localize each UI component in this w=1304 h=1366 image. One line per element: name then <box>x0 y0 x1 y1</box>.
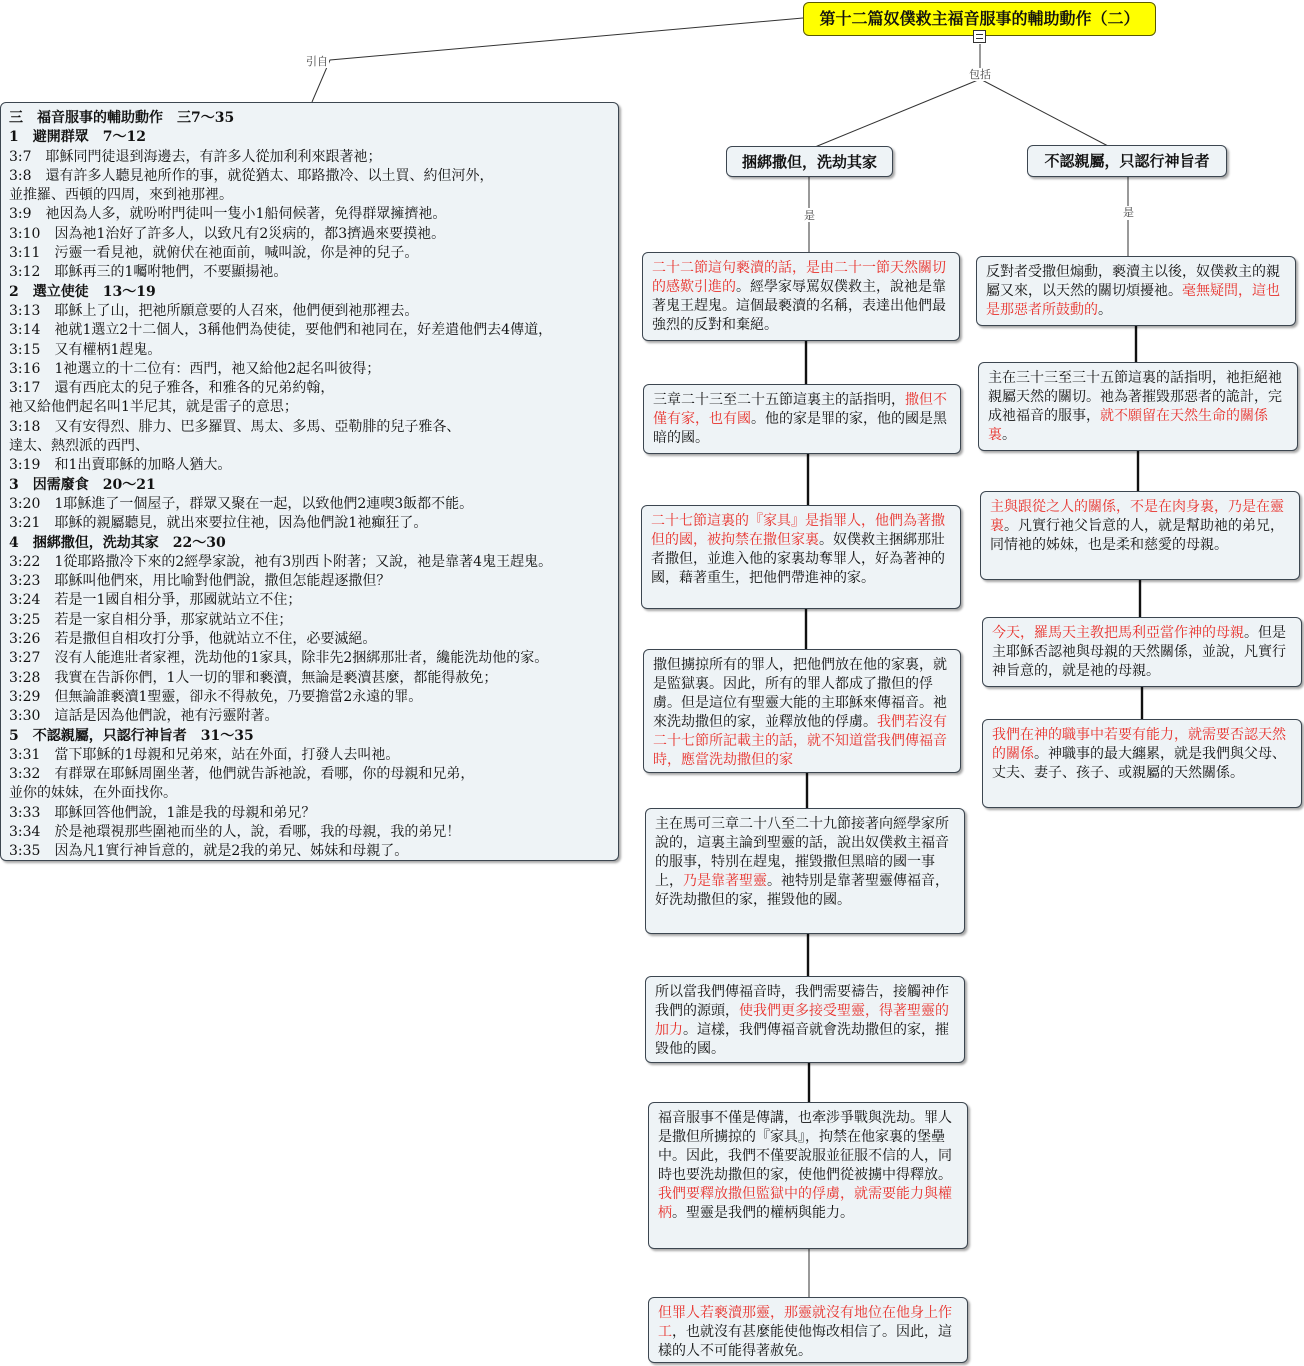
highlighted-text: 今天，羅馬天主教把馬利亞當作神的母親 <box>992 625 1244 641</box>
node-text: 。奴僕救主捆綁那壯者撒但，並進入他的家裏劫奪罪人，好為著神的國，藉著重生，把他們帶進神的家。 <box>651 532 945 586</box>
scripture-reference-node[interactable] <box>0 102 619 861</box>
reference-verse-line: 3:22 1從耶路撒冷下來的2經學家說，祂有3別西卜附著；又說，祂是靠著4鬼王趕鬼。 <box>9 553 553 570</box>
node-text: 。凡實行祂父旨意的人，就是幫助祂的弟兄，同情祂的姊妹，也是柔和慈愛的母親。 <box>990 518 1284 553</box>
reference-verse-line: 3:33 耶穌回答他們說，1誰是我的母親和弟兄？ <box>9 804 316 821</box>
reference-verse-line: 3:9 祂因為人多，就吩咐門徒叫一隻小1船伺候著，免得群眾擁擠祂。 <box>9 206 447 223</box>
reference-verse-line: 並推羅、西頓的四周，來到祂那裡。 <box>9 187 233 204</box>
highlighted-text: 我們要釋放撒但監獄中的俘虜，就需要能力與權柄 <box>658 1186 952 1221</box>
node-text: 主在馬可三章二十八至二十九節接著向經學家所說的，這裏主論到聖靈的話，說出奴僕救主福音的服事，特別在趕鬼，摧毀撒但黑暗的國一事上， <box>655 816 949 889</box>
reference-verse-line: 祂又給他們起名叫1半尼其，就是雷子的意思； <box>9 399 298 416</box>
note-icon[interactable] <box>973 30 986 43</box>
left-node[interactable] <box>643 384 961 454</box>
node-text: 。 <box>1002 427 1016 443</box>
highlighted-text: 毫無疑問，這也是那惡者所鼓動的 <box>986 283 1280 318</box>
reference-verse-line: 3:19 和1出賣耶穌的加略人猶大。 <box>9 457 232 474</box>
left-node[interactable] <box>648 1297 968 1363</box>
node-text: 。神職事的最大纏累，就是我們與父母、丈夫、妻子、孩子、或親屬的天然關係。 <box>992 746 1286 781</box>
highlighted-text: 使我們更多接受聖靈，得著聖靈的加力 <box>655 1003 949 1038</box>
reference-verse-line: 3:25 若是一家自相分爭，那家就站立不住； <box>9 611 293 628</box>
reference-section-heading: 三 福音服事的輔助動作 三7～35 <box>9 110 235 126</box>
node-text: ，也就沒有甚麼能使他悔改相信了。因此，這樣的人不可能得著赦免。 <box>658 1324 952 1359</box>
node-text: 福音服事不僅是傳講，也牽涉爭戰與洗劫。罪人是撒但所擄掠的『家具』，拘禁在他家裏的堡壘中。因此，我們不僅要說服並征服不信的人，同時也要洗劫撒但的家，使他們從被擄中得釋放。 <box>658 1110 952 1183</box>
reference-verse-line: 3:27 沒有人能進壯者家裡，洗劫他的1家具，除非先2捆綁那壯者，纔能洗劫他的家。 <box>9 650 549 667</box>
reference-verse-line: 3:28 我實在告訴你們，1人一切的罪和褻瀆，無論是褻瀆甚麼，都能得赦免； <box>9 669 498 686</box>
right-node[interactable] <box>982 719 1302 808</box>
highlighted-text: 二十二節這句褻瀆的話，是由二十一節天然關切的感歎引進的 <box>652 260 946 295</box>
reference-verse-line: 3:14 祂就1選立2十二個人，3稱他們為使徒，要他們和祂同在，好差遣他們去4傳道， <box>9 322 553 339</box>
highlighted-text: 乃是靠著聖靈 <box>683 873 767 889</box>
left-node[interactable] <box>645 808 965 934</box>
reference-verse-line: 3:32 有群眾在耶穌周圍坐著，他們就告訴祂說，看哪，你的母親和兄弟， <box>9 766 475 783</box>
reference-verse-line: 3:7 耶穌同門徒退到海邊去，有許多人從加利利來跟著祂； <box>9 148 382 165</box>
highlighted-text: 就不願留在天然生命的關係裏 <box>988 408 1268 443</box>
link-label-is-left: 是 <box>804 209 815 222</box>
reference-section-heading: 5 不認親屬，只認行神旨者 31～35 <box>9 727 254 744</box>
node-text: 。聖靈是我們的權柄與能力。 <box>672 1205 854 1221</box>
highlighted-text: 主與跟從之人的關係，不是在肉身裏，乃是在靈裏 <box>990 499 1284 534</box>
reference-verse-line: 並你的妹妹，在外面找你。 <box>9 785 177 802</box>
node-text: 。祂特別是靠著聖靈傳福音，好洗劫撒但的家，摧毀他的國。 <box>655 873 949 908</box>
node-text: 。這樣，我們傳福音就會洗劫撒但的家，摧毀他的國。 <box>655 1022 949 1057</box>
right-node[interactable] <box>976 256 1296 326</box>
reference-verse-line: 3:16 1祂選立的十二位有：西門，祂又給他2起名叫彼得； <box>9 360 381 377</box>
left-node[interactable] <box>643 649 961 773</box>
reference-section-heading: 3 因需廢食 20～21 <box>9 476 156 493</box>
highlighted-text: 我們若沒有二十七節所記載主的話，就不知道當我們傳福音時，應當洗劫撒但的家 <box>653 714 947 768</box>
left-node[interactable] <box>641 505 961 609</box>
reference-verse-line: 3:31 當下耶穌的1母親和兄弟來，站在外面，打發人去叫祂。 <box>9 746 400 763</box>
highlighted-text: 我們在神的職事中若要有能力，就需要否認天然的關係 <box>992 727 1286 762</box>
link-label-cited-from: 引自 <box>306 55 328 68</box>
reference-verse-line: 3:29 但無論誰褻瀆1聖靈，卻永不得赦免，乃要擔當2永遠的罪。 <box>9 688 423 705</box>
node-text: 主在三十三至三十五節這裏的話指明，祂拒絕祂親屬天然的關切。祂為著摧毀那惡者的詭計，完成祂福音的服事， <box>988 370 1282 424</box>
reference-verse-line: 3:17 還有西庇太的兒子雅各，和雅各的兄弟約翰， <box>9 380 335 397</box>
reference-verse-line: 3:35 因為凡1實行神旨意的，就是2我的弟兄、姊妹和母親了。 <box>9 843 409 860</box>
node-text: 撒但擄掠所有的罪人，把他們放在他的家裏，就是監獄裏。因此，所有的罪人都成了撒但的俘虜。但是這位有聖靈大能的主耶穌來傳福音。祂來洗劫撒但的家，並釋放他的俘虜。 <box>653 657 947 730</box>
link-label-is-right: 是 <box>1123 206 1134 219</box>
left-node[interactable] <box>642 252 960 341</box>
reference-section-heading: 4 捆綁撒但，洗劫其家 22～30 <box>9 534 226 551</box>
reference-verse-line: 3:10 因為祂1治好了許多人，以致凡有2災病的，都3擠過來要摸祂。 <box>9 225 446 242</box>
reference-verse-line: 3:26 若是撒但自相攻打分爭，他就站立不住，必要滅絕。 <box>9 631 377 648</box>
node-text: 。經學家辱罵奴僕救主，說祂是靠著鬼王趕鬼。這個最褻瀆的名稱，表達出他們最強烈的反對和棄絕。 <box>652 279 946 333</box>
reference-verse-line: 3:20 1耶穌進了一個屋子，群眾又聚在一起，以致他們2連喫3飯都不能。 <box>9 495 474 512</box>
reference-verse-line: 3:21 耶穌的親屬聽見，就出來要拉住祂，因為他們說1祂癲狂了。 <box>9 515 428 532</box>
reference-verse-line: 3:12 耶穌再三的1囑咐牠們，不要顯揚祂。 <box>9 264 288 281</box>
left-node[interactable] <box>648 1102 968 1249</box>
reference-verse-line: 3:15 又有權柄1趕鬼。 <box>9 341 162 358</box>
reference-section-heading: 2 選立使徒 13～19 <box>9 283 156 300</box>
reference-verse-line: 3:30 這話是因為他們說，祂有污靈附著。 <box>9 708 279 725</box>
node-text: 。但是主耶穌否認祂與母親的天然關係，並說，凡實行神旨意的，就是祂的母親。 <box>992 625 1286 679</box>
node-text: 。他的家是罪的家，他的國是黑暗的國。 <box>653 411 947 446</box>
branch-bind-satan[interactable]: 捆綁撒但，洗劫其家 <box>726 146 893 177</box>
highlighted-text: 但罪人若褻瀆那靈，那靈就沒有地位在他身上作工 <box>658 1305 952 1340</box>
reference-verse-line: 3:18 又有安得烈、腓力、巴多羅買、馬太、多馬、亞勒腓的兒子雅各、 <box>9 418 461 435</box>
node-text: 三章二十三至二十五節這裏主的話指明， <box>653 392 905 408</box>
left-node[interactable] <box>645 976 965 1063</box>
reference-verse-line: 3:11 污靈一看見祂，就俯伏在祂面前，喊叫說，你是神的兒子。 <box>9 245 419 262</box>
reference-verse-line: 3:34 於是祂環視那些圍祂而坐的人，說，看哪，我的母親，我的弟兄！ <box>9 823 461 840</box>
highlighted-text: 二十七節這裏的『家具』是指罪人，他們為著撒但的國，被拘禁在撒但家裏 <box>651 513 945 548</box>
branch-deny-relatives[interactable]: 不認親屬，只認行神旨者 <box>1027 145 1227 177</box>
highlighted-text: 撒但不僅有家，也有國 <box>653 392 947 427</box>
reference-section-heading: 1 避開群眾 7～12 <box>9 129 146 146</box>
central-topic[interactable]: 第十二篇奴僕救主福音服事的輔助動作（二） <box>803 2 1156 36</box>
node-text: 。 <box>1098 302 1112 318</box>
node-text: 反對者受撒但煽動，褻瀆主以後，奴僕救主的親屬又來，以天然的關切煩擾祂。 <box>986 264 1280 299</box>
link-label-includes: 包括 <box>969 68 991 81</box>
reference-verse-line: 3:8 還有許多人聽見祂所作的事，就從猶太、耶路撒冷、以土買、約但河外， <box>9 167 494 184</box>
reference-verse-line: 3:13 耶穌上了山，把祂所願意要的人召來，他們便到祂那裡去。 <box>9 302 419 319</box>
reference-verse-line: 3:24 若是一1國自相分爭，那國就站立不住； <box>9 592 302 609</box>
reference-verse-line: 3:23 耶穌叫他們來，用比喻對他們說，撒但怎能趕逐撒但？ <box>9 573 391 590</box>
reference-verse-line: 達太、熱烈派的西門、 <box>9 438 149 455</box>
right-node[interactable] <box>978 362 1298 451</box>
right-node[interactable] <box>982 617 1302 687</box>
node-text: 所以當我們傳福音時，我們需要禱告，接觸神作我們的源頭， <box>655 984 949 1019</box>
right-node[interactable] <box>980 491 1300 580</box>
